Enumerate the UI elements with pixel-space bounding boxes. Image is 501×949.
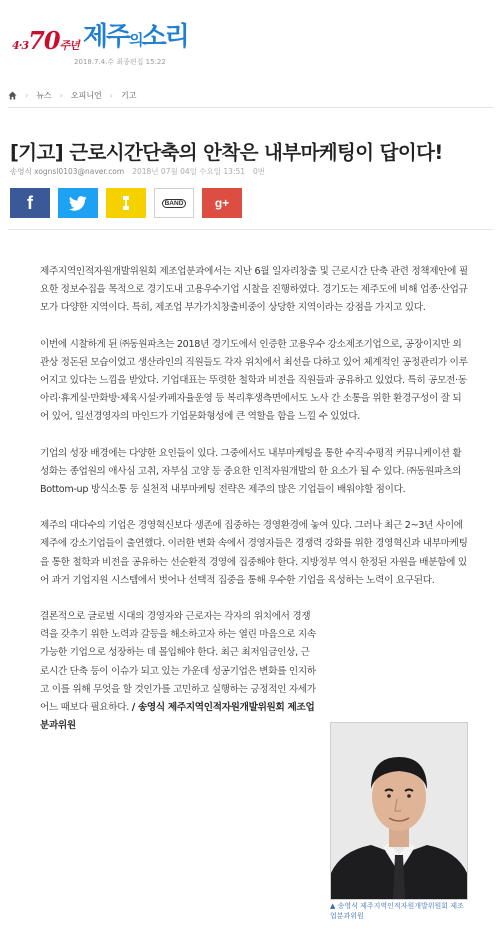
edition-date: 2018.7.4.수 최종편집 15:22 [74,58,166,66]
site-header [0,0,501,70]
article-body [40,263,470,735]
home-icon[interactable] [8,91,17,100]
breadcrumb-opinion[interactable]: 오피니언 [70,90,102,100]
author-info[interactable]: 송영식 xognsl0103@naver.com [10,167,125,176]
divider [8,229,493,230]
divider [8,107,493,108]
closing-paragraph [40,608,318,735]
share-kakaostory-button[interactable] [106,188,146,218]
band-icon: BAND [162,199,187,208]
breadcrumb-contribution[interactable]: 기고 [121,90,137,100]
facebook-icon: f [27,192,33,213]
share-googleplus-button[interactable] [202,188,242,218]
share-bar [10,188,242,218]
share-facebook-button[interactable] [10,188,50,218]
paragraph: 제주의 대다수의 기업은 경영혁신보다 생존에 집중하는 경영환경에 놓여 있다. 그러나 최근 2~3년 사이에 제주에 강소기업들이 출연했다. 이러한 변화 속에서 경영자들은 경쟁력 강화를 위한 경영혁신과 내부마케팅을 통한 철학과 비전을 공유하는 선순환적 경영에 집중해야 한다. 지방정부 역시 한정된 자원을 배분함에 있어 과거 기업지원 시스템에서 벗어나 선택적 집중을 통해 우수한 기업을 육성하는 노력이 요구된다. [40,520,468,586]
paragraph: 제주지역인적자원개발위원회 제조업분과에서는 지난 6월 일자리창출 및 근로시간 단축 관련 정책제안에 필요한 정보수집을 목적으로 경기도내 고용우수기업 시찰을 진행하였다. 경기도는 제주도에 비해 업종·산업규모가 다양한 지역이다. 특히, 제조업 부가가치창출비중이 상당한 지역이라는 강점을 가지고 있다. [40,266,468,314]
author-photo[interactable] [330,722,468,900]
kakaostory-icon [120,195,132,211]
author-portrait-image [331,723,467,899]
googleplus-icon: g+ [214,196,230,210]
closing-text: 결론적으로 글로벌 시대의 경영자와 근로자는 각자의 위치에서 경쟁력을 갖추기 위한 노력과 갈등을 해소하고자 하는 열린 마음으로 지속가능한 기업으로 성장하는 데 몰입해야 한다. 최근 최저임금인상, 근로시간 단축 등이 이슈가 되고 있는 가운데 성공기업은 변화를 인지하고 이를 위해 무엇을 할 것인가를 고민하고 실행하는 긍정적인 자세가 어느 때보다 필요하다. [40,611,316,714]
author-signature: / 송영식 제주지역인적자원개발위원회 제조업분과위원 [40,702,315,732]
comment-count[interactable]: 0번 [253,167,266,176]
breadcrumb-separator: › [59,90,63,100]
brand-name: 제주의소리 [82,22,188,52]
anniversary-mark: 4·370주년 [12,26,79,55]
paragraph: 이번에 시찰하게 된 ㈜동원파츠는 2018년 경기도에서 인증한 고용우수 강소제조기업으로, 공장이지만 외관상 정돈된 모습이었고 생산라인의 직원들도 각자 위치에서 최선을 다하고 있어 체계적인 공정관리가 이루어지고 있다는 느낌을 받았다. 기업대표는 뚜렷한 철학과 비전을 직원들과 공유하고 있었다. 특히 공모전·동아리·휴게실·만화방·체육시설·카페자율운영 등 복리후생측면에서도 노사 간 소통을 위한 환경구성이 잘 되어 있어, 일선경영자의 마인드가 기업문화형성에 큰 역할을 함을 느낄 수 있었다. [40,338,468,423]
share-band-button[interactable] [154,188,194,218]
paragraph: 기업의 성장 배경에는 다양한 요인들이 있다. 그중에서도 내부마케팅을 통한 수직·수평적 커뮤니케이션 활성화는 종업원의 애사심 고취, 자부심 고양 등 중요한 인적자원개발의 한 요소가 될 수 있다. ㈜동원파츠의 Bottom-up 방식소통 등 실천적 내부마케팅 전략은 제주의 많은 기업들이 배워야할 점이다. [40,447,462,496]
breadcrumb-separator: › [109,90,113,100]
article-title: [기고] 근로시간단축의 안착은 내부마케팅이 답이다! [10,141,443,165]
twitter-bird-icon [69,196,87,211]
article-meta [10,166,490,177]
breadcrumb-separator: › [25,90,29,100]
publish-date: 2018년 07월 04일 수요일 13:51 [132,167,246,176]
breadcrumb [8,88,493,102]
photo-caption: ▲ 송영식 제주지역인적자원개발위원회 제조업분과위원 [330,902,464,920]
site-logo[interactable] [12,22,188,55]
breadcrumb-news[interactable]: 뉴스 [36,90,52,100]
share-twitter-button[interactable] [58,188,98,218]
